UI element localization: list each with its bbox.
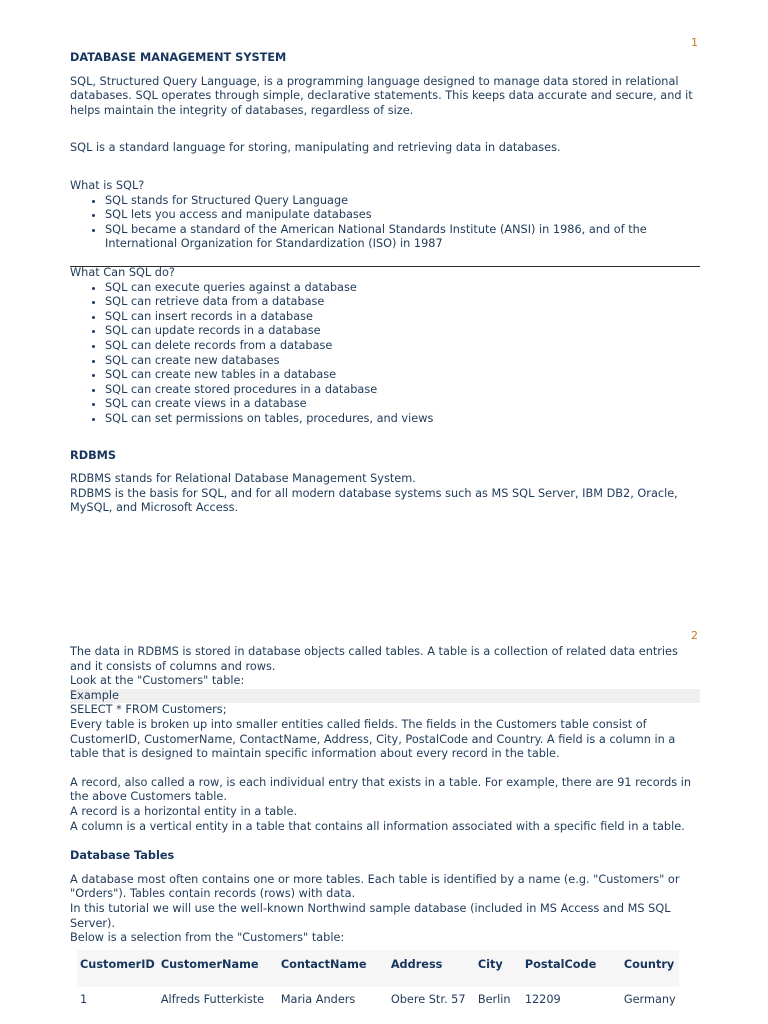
sql-standard-paragraph: SQL is a standard language for storing, manipulating and retrieving data in databases. xyxy=(70,141,561,155)
list-item: • SQL can create stored procedures in a database xyxy=(105,383,700,398)
look-at-customers: Look at the "Customers" table: xyxy=(70,674,245,688)
list-item: • SQL can retrieve data from a database xyxy=(105,295,700,310)
table-cell: Berlin xyxy=(475,987,522,1014)
database-tables-paragraph: A database most often contains one or more tables. Each table is identified by a name (e.g. "Customers" or "Orders"). Tables contain records (rows) with data. xyxy=(70,872,680,901)
record-paragraph: A record, also called a row, is each individual entry that exists in a table. For example, there are 91 records in the above Customers table. xyxy=(70,775,692,804)
list-item: • SQL can insert records in a database xyxy=(105,310,700,325)
database-tables-heading: Database Tables xyxy=(70,849,175,863)
page1-content xyxy=(70,51,700,252)
rdbms-basis: RDBMS is the basis for SQL, and for all modern database systems such as MS SQL Server, IBM DB2, Oracle, MySQL, and Microsoft Access. xyxy=(70,486,678,515)
what-can-sql-do-list xyxy=(70,281,700,427)
table-row xyxy=(77,987,679,1014)
table-cell: Germany xyxy=(621,987,679,1014)
column-header: Country xyxy=(623,958,675,971)
column-header: City xyxy=(477,958,503,971)
list-item: • SQL can update records in a database xyxy=(105,324,700,339)
list-item: • SQL can execute queries against a database xyxy=(105,281,700,296)
sql-intro-paragraph: SQL, Structured Query Language, is a programming language designed to manage data stored in relational databases. SQL operates through simple, declarative statements. This keeps data accurate and secure, and it helps maintain the integrity of databases, regardless of size. xyxy=(70,74,693,117)
column-header: CustomerName xyxy=(160,958,259,971)
table-cell: Maria Anders xyxy=(278,987,388,1014)
list-item: • SQL can create new tables in a database xyxy=(105,368,700,383)
selection-text: Below is a selection from the "Customers" table: xyxy=(70,931,345,945)
column-vertical-text: A column is a vertical entity in a table that contains all information associated with a specific field in a table. xyxy=(70,819,685,833)
list-item: • SQL became a standard of the American National Standards Institute (ANSI) in 1986, and of the International Organization for Standardization (ISO) in 1987 xyxy=(105,223,700,252)
page-number-1: 1 xyxy=(691,36,698,49)
list-item: • SQL lets you access and manipulate databases xyxy=(105,208,700,223)
rdbms-heading: RDBMS xyxy=(70,448,117,462)
customers-table xyxy=(77,950,679,1013)
list-item: • SQL can delete records from a database xyxy=(105,339,700,354)
list-item: • SQL can create views in a database xyxy=(105,397,700,412)
table-cell: Alfreds Futterkiste xyxy=(158,987,278,1014)
page2-content xyxy=(70,645,700,946)
list-item: • SQL can set permissions on tables, procedures, and views xyxy=(105,412,700,427)
what-is-sql-heading: What is SQL? xyxy=(70,178,145,192)
table-cell: 1 xyxy=(77,987,158,1014)
what-can-sql-do-heading: What Can SQL do? xyxy=(70,266,175,279)
tables-intro-paragraph: The data in RDBMS is stored in database objects called tables. A table is a collection of related data entries and it consists of columns and rows. xyxy=(70,645,678,673)
example-query: SELECT * FROM Customers; xyxy=(70,703,227,717)
what-is-sql-list xyxy=(70,194,700,252)
column-header: ContactName xyxy=(280,958,367,971)
table-cell: 12209 xyxy=(522,987,621,1014)
table-cell: Obere Str. 57 xyxy=(388,987,475,1014)
list-item: • SQL can create new databases xyxy=(105,354,700,369)
column-header: CustomerID xyxy=(80,958,155,971)
can-do-section xyxy=(70,266,700,516)
page-title: DATABASE MANAGEMENT SYSTEM xyxy=(70,51,287,64)
page-number-2: 2 xyxy=(691,629,698,642)
northwind-paragraph: In this tutorial we will use the well-known Northwind sample database (included in MS Access and MS SQL Server). xyxy=(70,901,671,930)
table-header-row xyxy=(77,950,679,987)
example-label: Example xyxy=(70,689,700,704)
fields-paragraph: Every table is broken up into smaller entities called fields. The fields in the Customers table consist of CustomerID, CustomerName, ContactName, Address, City, PostalCode and Country. A field is a column in a table that is designed to maintain specific information about every record in the table. xyxy=(70,717,676,761)
list-item: • SQL stands for Structured Query Language xyxy=(105,194,700,209)
column-header: Address xyxy=(390,958,443,971)
rdbms-definition: RDBMS stands for Relational Database Management System. xyxy=(70,472,416,486)
record-horizontal-text: A record is a horizontal entity in a table. xyxy=(70,804,298,818)
column-header: PostalCode xyxy=(524,958,597,971)
